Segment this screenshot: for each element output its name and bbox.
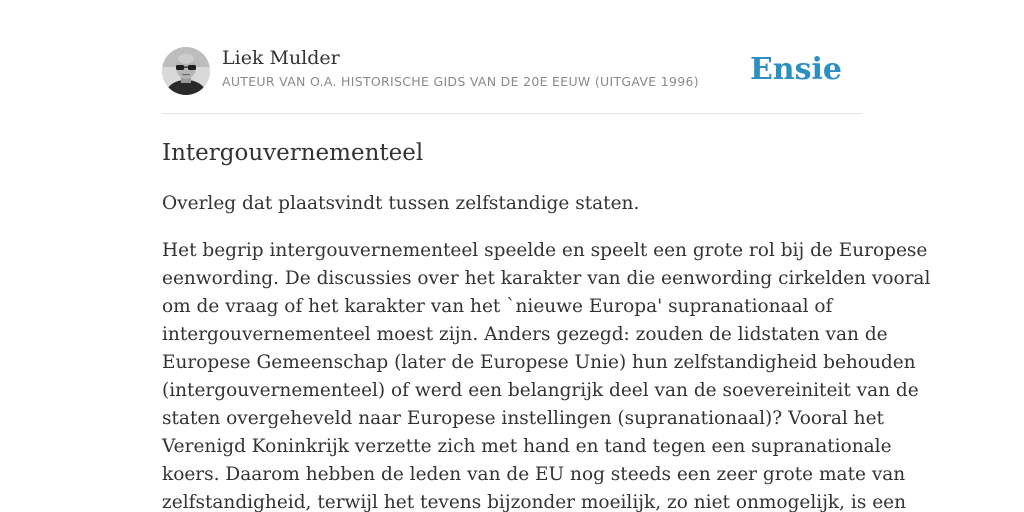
body-line: staten overgeheveld naar Europese instellingen (supranationaal)? Vooral het [162,408,884,429]
author-name[interactable]: Liek Mulder [222,47,340,69]
ensie-logo[interactable]: Ensie [749,52,842,87]
body-line: om de vraag of het karakter van het `nieuwe Europa' supranationaal of [162,296,833,317]
body-line: (intergouvernementeel) of werd een belangrijk deel van de soevereiniteit van de [162,380,919,401]
body-line: koers. Daarom hebben de leden van de EU nog steeds een zeer grote mate van [162,464,906,485]
body-line: Verenigd Koninkrijk verzette zich met hand en tand tegen een supranationale [162,436,892,457]
body-line: Europese Gemeenschap (later de Europese Unie) hun zelfstandigheid behouden [162,352,916,373]
entry-body [162,237,931,512]
body-line: eenwording. De discussies over het karakter van die eenwording cirkelden vooral [162,268,931,289]
author-avatar[interactable] [162,47,210,95]
body-line: Het begrip intergouvernementeel speelde en speelt een grote rol bij de Europese [162,240,928,261]
author-subtitle: AUTEUR VAN O.A. HISTORISCHE GIDS VAN DE 20E EEUW (UITGAVE 1996) [222,74,699,89]
body-line: intergouvernementeel moest zijn. Anders gezegd: zouden de lidstaten van de [162,324,888,345]
entry-summary: Overleg dat plaatsvindt tussen zelfstandige staten. [162,193,640,214]
avatar-photo-icon [162,47,210,95]
header-divider [162,113,862,114]
author-header [162,46,862,96]
body-line: zelfstandigheid, terwijl het tevens bijzonder moeilijk, zo niet onmogelijk, is een [162,492,907,512]
entry-title: Intergouvernementeel [162,140,424,166]
